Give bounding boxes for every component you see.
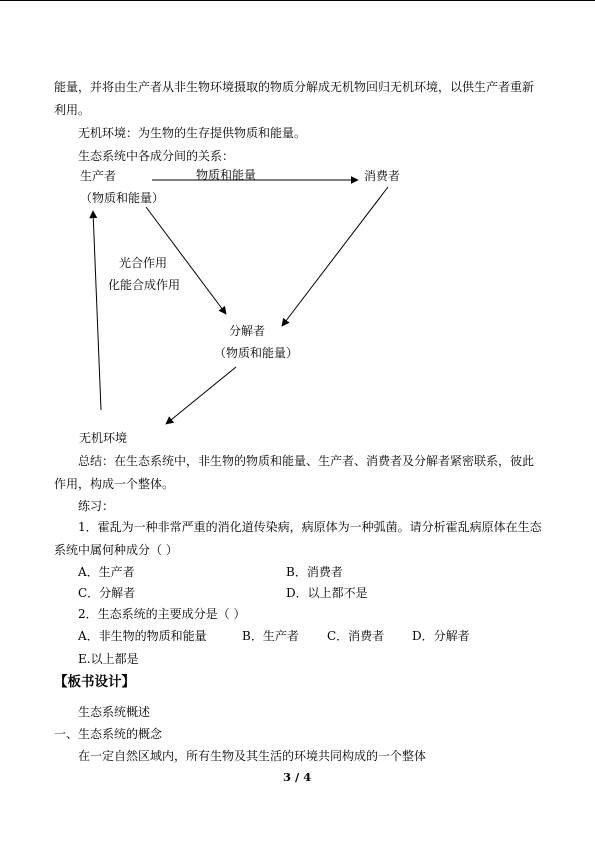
diagram-decomposer-note: （物质和能量） xyxy=(214,346,299,360)
paragraph-line: 能量，并将由生产者从非生物环境摄取的物质分解成无机物回归无机环境，以供生产者重新 xyxy=(54,80,535,94)
diagram-consumer: 消费者 xyxy=(364,169,401,183)
q1-option-d: D．以上都不是 xyxy=(286,586,368,600)
board-definition: 在一定自然区域内，所有生物及其生活的环境共同构成的一个整体 xyxy=(78,749,427,763)
question-2: 2．生态系统的主要成分是（ ） xyxy=(78,607,246,621)
board-title: 生态系统概述 xyxy=(78,705,151,719)
question-1-line: 系统中属何种成分（ ） xyxy=(54,543,178,557)
board-design-heading: 【板书设计】 xyxy=(54,674,135,690)
arrow-consumer-to-decomposer xyxy=(282,187,388,326)
paragraph-line: 利用。 xyxy=(54,103,91,117)
diagram-decomposer: 分解者 xyxy=(229,324,266,338)
q2-option-e: E.以上都是 xyxy=(78,652,139,666)
q1-option-b: B．消费者 xyxy=(286,565,343,579)
arrow-decomposer-to-inorganic xyxy=(166,367,236,424)
diagram-process-chemosynthesis: 化能合成作用 xyxy=(108,278,181,292)
q2-option-a: A．非生物的物质和能量 xyxy=(78,629,207,643)
diagram-producer-note: （物质和能量） xyxy=(80,191,165,205)
relation-intro: 生态系统中各成分间的关系： xyxy=(78,149,235,163)
question-1-line: 1．霍乱为一种非常严重的消化道传染病，病原体为一种弧菌。请分析霍乱病原体在生态 xyxy=(78,520,542,534)
exercise-title: 练习： xyxy=(78,499,115,513)
inorganic-environment-definition: 无机环境：为生物的生存提供物质和能量。 xyxy=(78,126,307,140)
q2-option-d: D．分解者 xyxy=(412,629,470,643)
arrow-inorganic-to-producer xyxy=(93,211,101,410)
arrow-producer-to-decomposer xyxy=(146,207,226,314)
q1-option-c: C．分解者 xyxy=(78,586,136,600)
diagram-inorganic-environment: 无机环境 xyxy=(79,431,128,445)
summary-line: 作用，构成一个整体。 xyxy=(54,477,175,491)
board-section-1: 一、生态系统的概念 xyxy=(54,727,163,741)
q2-option-b: B．生产者 xyxy=(242,629,299,643)
q1-option-a: A．生产者 xyxy=(78,565,135,579)
page-number: 3 / 4 xyxy=(283,770,312,784)
diagram-producer: 生产者 xyxy=(80,169,117,183)
diagram-process-photosynthesis: 光合作用 xyxy=(119,256,168,270)
summary-line: 总结：在生态系统中，非生物的物质和能量、生产者、消费者及分解者紧密联系，彼此 xyxy=(78,454,535,468)
diagram-arrow-label: 物质和能量 xyxy=(196,168,257,182)
q2-option-c: C．消费者 xyxy=(327,629,385,643)
